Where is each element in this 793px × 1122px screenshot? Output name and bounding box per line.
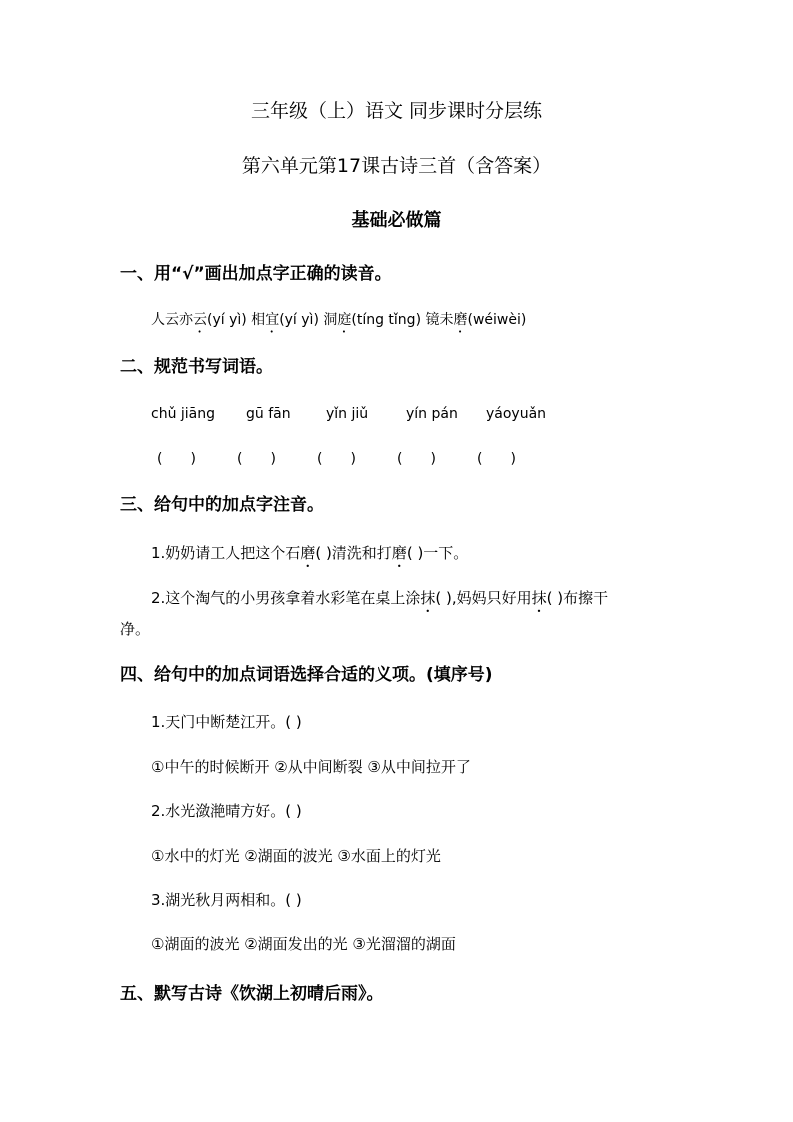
q3-sentence-1 <box>151 543 468 571</box>
q1-text-a: 人云亦 <box>151 312 193 328</box>
q2-pinyin-2: gū fān <box>246 406 291 422</box>
q1-text-d: (tíng tǐng) 镜未 <box>351 312 454 328</box>
q3-s1-text-a: 1.奶奶请工人把这个石 <box>151 544 301 562</box>
q4-item-3: 3.湖光秋月两相和。( ) <box>151 891 302 909</box>
q3-s2-text-b: ( ),妈妈只好用 <box>435 589 532 607</box>
q2-blank-4[interactable]: ( ) <box>397 451 436 467</box>
q1-dotted-char-4: 磨 <box>453 312 468 328</box>
q2-answer-row <box>157 449 557 469</box>
q4-item-2: 2.水光潋滟晴方好。( ) <box>151 802 302 820</box>
lesson-subtitle: 第六单元第17课古诗三首（含答案） <box>241 155 552 177</box>
q2-pinyin-row <box>151 404 566 424</box>
q2-pinyin-1: chǔ jiāng <box>151 406 216 422</box>
q1-text-b: (yí yì) 相 <box>207 312 266 328</box>
q1-dotted-char-1: 云 <box>193 312 207 328</box>
q3-s2-dotted-1: 抹 <box>420 589 436 607</box>
q3-sentence-2 <box>151 588 608 616</box>
q3-s2-text-a: 2.这个淘气的小男孩拿着水彩笔在桌上涂 <box>151 589 421 607</box>
q2-blank-3[interactable]: ( ) <box>317 451 356 467</box>
q1-dotted-char-2: 宜 <box>265 312 280 328</box>
q2-pinyin-4: yín pán <box>406 406 458 422</box>
q2-blank-2[interactable]: ( ) <box>237 451 276 467</box>
q2-blank-1[interactable]: ( ) <box>157 451 196 467</box>
q3-s1-text-c: ( )一下。 <box>406 544 469 562</box>
q3-heading: 三、给句中的加点字注音。 <box>120 495 324 515</box>
q3-s1-dotted-1: 磨 <box>300 544 316 562</box>
q2-pinyin-5: yáoyuǎn <box>486 406 547 422</box>
q5-heading: 五、默写古诗《饮湖上初晴后雨》。 <box>120 984 384 1004</box>
q1-heading: 一、用“√”画出加点字正确的读音。 <box>120 264 392 284</box>
q1-text-c: (yí yì) 洞 <box>279 312 338 328</box>
q3-s1-dotted-2: 磨 <box>391 544 407 562</box>
q1-pronunciation-line <box>151 310 526 336</box>
q3-s1-text-b: ( )清洗和打 <box>315 544 392 562</box>
section-title: 基础必做篇 <box>351 210 442 231</box>
q1-text-e: (wéiwèi) <box>467 312 527 328</box>
q2-heading: 二、规范书写词语。 <box>120 357 273 377</box>
q3-s2-dotted-2: 抹 <box>531 589 547 607</box>
q1-dotted-char-3: 庭 <box>337 312 352 328</box>
q4-item-1: 1.天门中断楚江开。( ) <box>151 713 302 731</box>
q3-sentence-2-continued: 净。 <box>120 620 151 638</box>
q4-options-2: ①水中的灯光 ②湖面的波光 ③水面上的灯光 <box>151 847 441 865</box>
q2-pinyin-3: yǐn jiǔ <box>326 406 369 422</box>
q4-options-3: ①湖面的波光 ②湖面发出的光 ③光溜溜的湖面 <box>151 935 456 953</box>
q2-blank-5[interactable]: ( ) <box>477 451 516 467</box>
q4-heading: 四、给句中的加点词语选择合适的义项。(填序号) <box>120 665 493 685</box>
page-title: 三年级（上）语文 同步课时分层练 <box>250 100 543 122</box>
q4-options-1: ①中午的时候断开 ②从中间断裂 ③从中间拉开了 <box>151 758 471 776</box>
q3-s2-text-c: ( )布擦干 <box>546 589 609 607</box>
